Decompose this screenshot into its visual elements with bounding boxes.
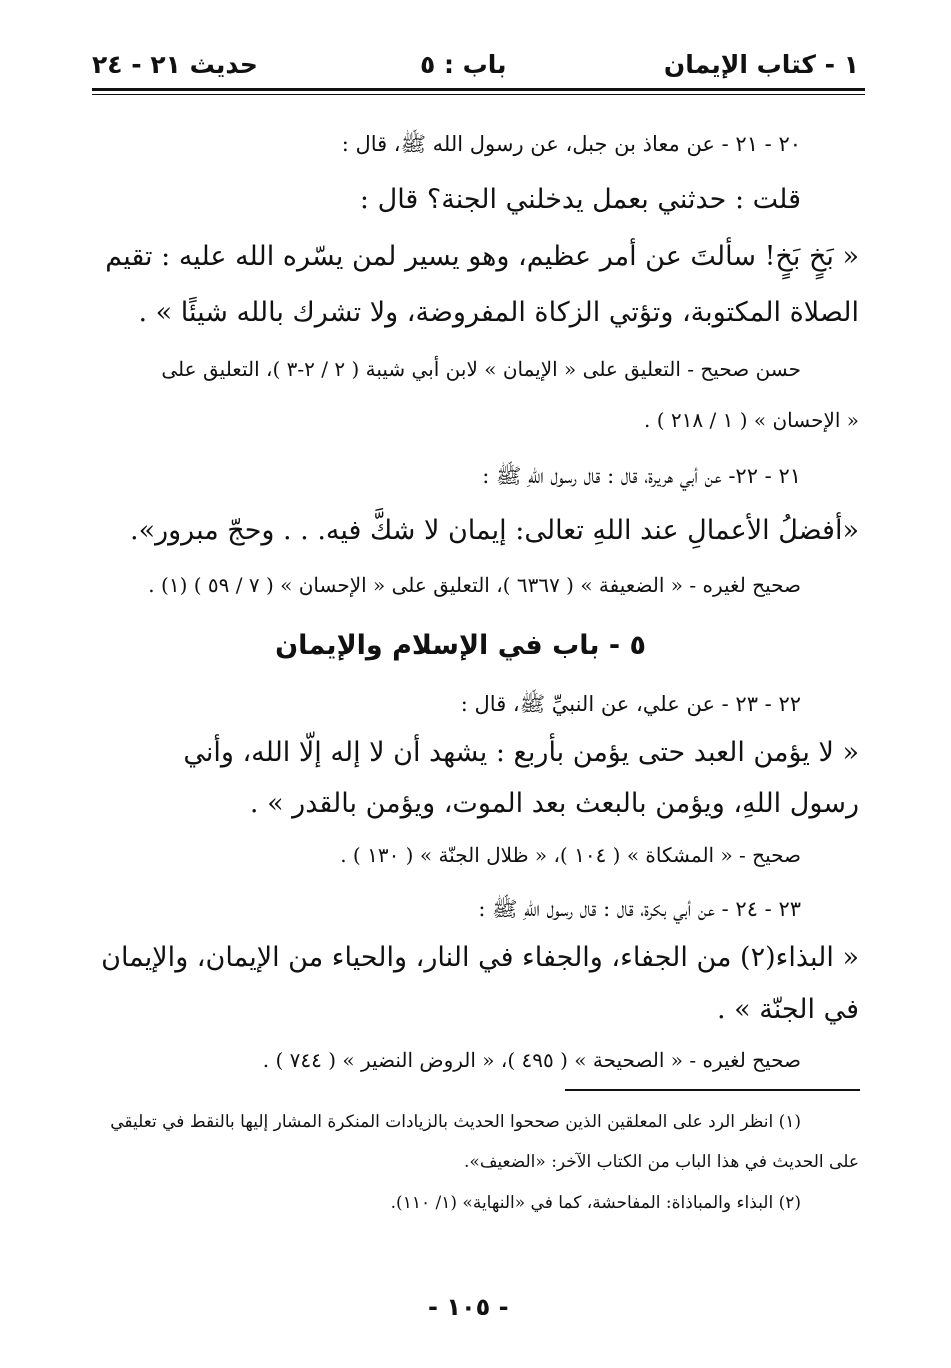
hadith-grade: صحيح - « المشكاة » ( ١٠٤ )، « ظلال الجنّة » ( ١٣٠ ) . — [340, 843, 801, 867]
hadith-chain: ٢٣ - ٢٤ - عن أبي بكرة، قال : قال رسول اللهِ ﷺ : — [478, 897, 801, 921]
footnote: (١) انظر الرد على المعلقين الذين صححوا الحديث بالزيادات المنكرة المشار إليها بالنقط في تعليقي — [110, 1112, 801, 1132]
section-heading: ٥ - باب في الإسلام والإيمان — [275, 630, 646, 661]
hadith-text: في الجنّة » . — [716, 994, 859, 1025]
footnote: على الحديث في هذا الباب من الكتاب الآخر: «الضعيف». — [464, 1152, 859, 1172]
header-chapter: باب : ٥ — [420, 50, 507, 79]
header-rule-thin — [92, 94, 865, 95]
hadith-grade: « الإحسان » ( ١ / ٢١٨ ) . — [644, 408, 859, 432]
header-rule-thick — [92, 88, 865, 91]
hadith-text: « لا يؤمن العبد حتى يؤمن بأربع : يشهد أن لا إله إلّا الله، وأني — [183, 737, 859, 768]
hadith-text: « بَخٍ بَخٍ! سألتَ عن أمر عظيم، وهو يسير لمن يسّره الله عليه : تقيم — [105, 241, 859, 272]
page-number: - ١٠٥ - — [428, 1293, 509, 1321]
hadith-text: الصلاة المكتوبة، وتؤتي الزكاة المفروضة، ولا تشرك بالله شيئًا » . — [138, 297, 859, 328]
hadith-text: « البذاء(٢) من الجفاء، والجفاء في النار، والحياء من الإيمان، والإيمان — [101, 942, 859, 973]
hadith-text: «أفضلُ الأعمالِ عند اللهِ تعالى: إيمان لا شكَّ فيه. . . وحجّ مبرور». — [130, 515, 859, 546]
hadith-grade: صحيح لغيره - « الصحيحة » ( ٤٩٥ )، « الروض النضير » ( ٧٤٤ ) . — [262, 1048, 801, 1072]
hadith-chain: ٢٠ - ٢١ - عن معاذ بن جبل، عن رسول الله ﷺ، قال : — [341, 132, 801, 156]
footnote-separator — [565, 1089, 860, 1091]
hadith-chain: ٢١ - ٢٢- عن أبي هريرة، قال : قال رسول اللهِ ﷺ : — [482, 464, 801, 488]
hadith-grade: حسن صحيح - التعليق على « الإيمان » لابن أبي شيبة ( ٢ / ٢-٣ )، التعليق على — [161, 357, 801, 381]
hadith-text: قلت : حدثني بعمل يدخلني الجنة؟ قال : — [359, 184, 801, 215]
header-book-title: ١ - كتاب الإيمان — [663, 50, 859, 79]
header-hadith-range: حديث ٢١ - ٢٤ — [92, 50, 258, 79]
hadith-chain: ٢٢ - ٢٣ - عن علي، عن النبيِّ ﷺ، قال : — [460, 692, 801, 716]
hadith-text: رسول اللهِ، ويؤمن بالبعث بعد الموت، ويؤمن بالقدر » . — [249, 788, 859, 819]
footnote: (٢) البذاء والمباذاة: المفاحشة، كما في «النهاية» (١/ ١١٠). — [390, 1193, 801, 1213]
hadith-grade: صحيح لغيره - « الضعيفة » ( ٦٣٦٧ )، التعليق على « الإحسان » ( ٧ / ٥٩ ) (١) . — [148, 573, 801, 597]
